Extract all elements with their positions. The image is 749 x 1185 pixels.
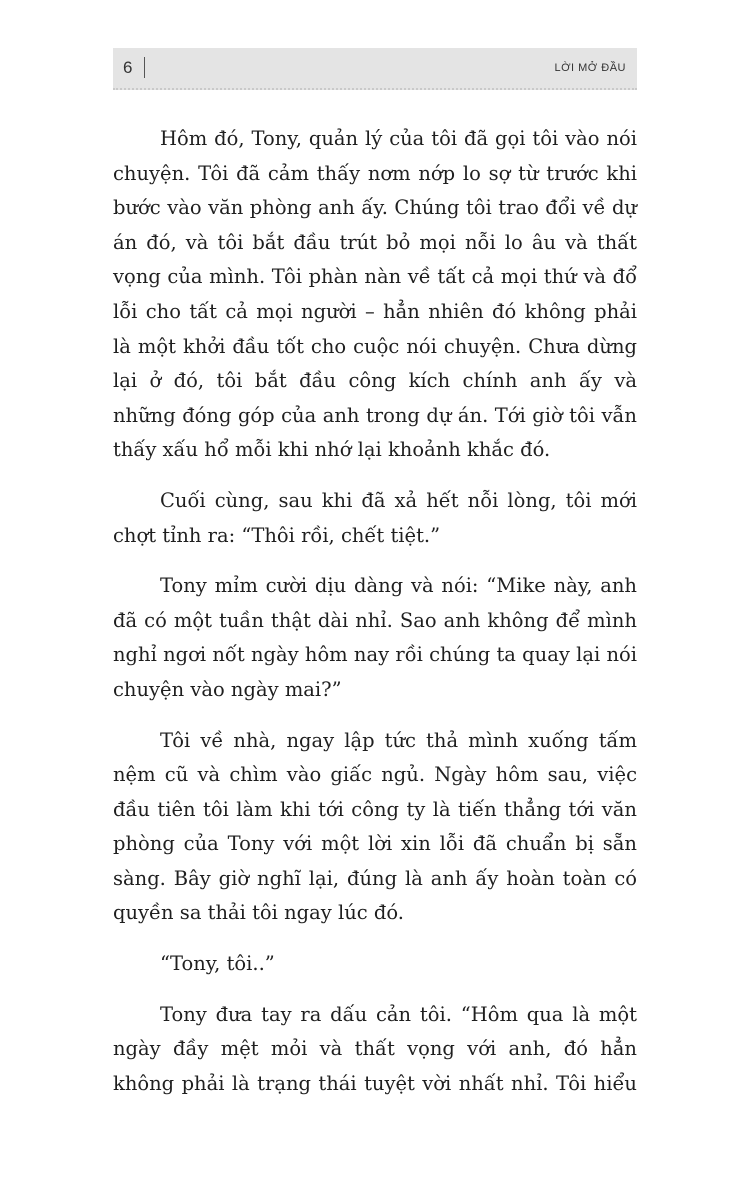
paragraph: “Tony, tôi..” xyxy=(160,952,275,976)
paragraph: Tony mỉm cười dịu dàng và nói: “Mike này, anh đã có một tuần thật dài nhỉ. Sao anh không để mình nghỉ ngơi nốt ngày hôm nay rồi chúng ta quay lại nói chuyện vào ngày mai?” xyxy=(113,574,637,701)
paragraph: Hôm đó, Tony, quản lý của tôi đã gọi tôi vào nói chuyện. Tôi đã cảm thấy nơm nớp lo sợ từ trước khi bước vào văn phòng anh ấy. Chúng tôi trao đổi về dự án đó, và tôi bắt đầu trút bỏ mọi nỗi lo âu và thất vọng của mình. Tôi phàn nàn về tất cả mọi thứ và đổ lỗi cho tất cả mọi người – hẳn nhiên đó không phải là một khởi đầu tốt cho cuộc nói chuyện. Chưa dừng lại ở đó, tôi bắt đầu công kích chính anh ấy và những đóng góp của anh trong dự án. Tới giờ tôi vẫn thấy xấu hổ mỗi khi nhớ lại khoảnh khắc đó. xyxy=(113,127,637,462)
header-divider xyxy=(144,57,145,78)
chapter-title: LỜI MỞ ĐẦU xyxy=(554,62,626,74)
paragraph: Cuối cùng, sau khi đã xả hết nỗi lòng, tôi mới chợt tỉnh ra: “Thôi rồi, chết tiệt.” xyxy=(113,488,637,547)
page-body xyxy=(113,122,637,1117)
page-number: 6 xyxy=(123,58,133,77)
running-header xyxy=(113,48,637,90)
paragraph: Tôi về nhà, ngay lập tức thả mình xuống tấm nệm cũ và chìm vào giấc ngủ. Ngày hôm sau, việc đầu tiên tôi làm khi tới công ty là tiến thẳng tới văn phòng của Tony với một lời xin lỗi đã chuẩn bị sẵn sàng. Bây giờ nghĩ lại, đúng là anh ấy hoàn toàn có quyền sa thải tôi ngay lúc đó. xyxy=(113,728,637,925)
paragraph: Tony đưa tay ra dấu cản tôi. “Hôm qua là một ngày đầy mệt mỏi và thất vọng với anh, đó hẳn không phải là trạng thái tuyệt vời nhất nhỉ. Tôi hiểu xyxy=(113,1002,637,1095)
